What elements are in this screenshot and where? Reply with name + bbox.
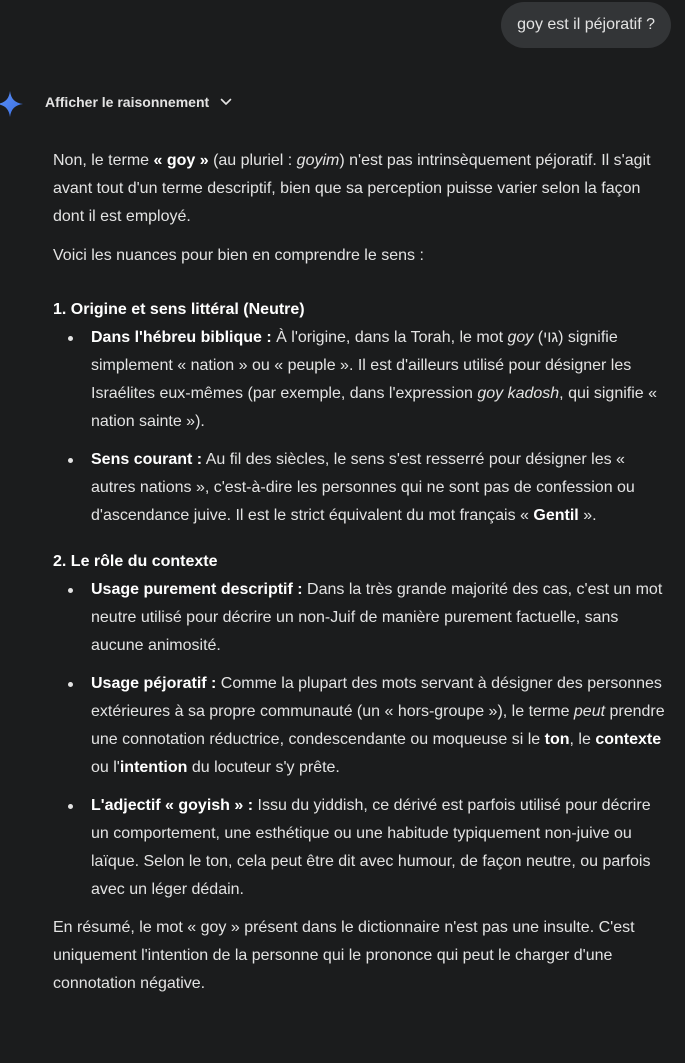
user-message-text: goy est il péjoratif ? bbox=[517, 16, 655, 33]
origin-list bbox=[53, 324, 665, 530]
list-item: Usage péjoratif : Comme la plupart des mots servant à désigner des personnes extérieures à sa propre communauté (un « hors-groupe »), le terme peut prendre une connotation réductrice, condescendante ou moqueuse si le ton, le contexte ou l'intention du locuteur s'y prête. bbox=[53, 670, 665, 782]
list-item: Sens courant : Au fil des siècles, le sens s'est resserré pour désigner les « autres nations », c'est-à-dire les personnes qui ne sont pas de confession ou d'ascendance juive. Il est le strict équivalent du mot français « Gentil ». bbox=[53, 446, 665, 530]
lead-paragraph: Voici les nuances pour bien en comprendre le sens : bbox=[53, 247, 424, 264]
show-reasoning-toggle[interactable] bbox=[45, 94, 233, 110]
chevron-down-icon bbox=[219, 95, 233, 109]
section-heading-context: 2. Le rôle du contexte bbox=[53, 553, 218, 570]
list-item: Dans l'hébreu biblique : À l'origine, dans la Torah, le mot goy (גוי) signifie simplement « nation » ou « peuple ». Il est d'ailleurs utilisé pour désigner les Israélites eux-mêmes (par exemple, dans l'expression goy kadosh, qui signifie « nation sainte »). bbox=[53, 324, 665, 436]
assistant-answer bbox=[53, 147, 665, 998]
user-message-bubble bbox=[501, 2, 671, 48]
list-item: L'adjectif « goyish » : Issu du yiddish, ce dérivé est parfois utilisé pour décrire un comportement, une esthétique ou une habitude typiquement non-juive ou laïque. Selon le ton, cela peut être dit avec humour, de façon neutre, ou parfois avec un léger dédain. bbox=[53, 792, 665, 904]
section-heading-origin: 1. Origine et sens littéral (Neutre) bbox=[53, 301, 305, 318]
show-reasoning-label: Afficher le raisonnement bbox=[45, 94, 210, 110]
context-list bbox=[53, 576, 665, 904]
list-item: Usage purement descriptif : Dans la très grande majorité des cas, c'est un mot neutre utilisé pour décrire un non-Juif de manière purement factuelle, sans aucune animosité. bbox=[53, 576, 665, 660]
summary-paragraph: En résumé, le mot « goy » présent dans le dictionnaire n'est pas une insulte. C'est uniquement l'intention de la personne qui le prononce qui peut le charger d'une connotation négative. bbox=[53, 919, 635, 992]
gemini-sparkle-icon bbox=[0, 91, 23, 117]
intro-paragraph: Non, le terme « goy » (au pluriel : goyim) n'est pas intrinsèquement péjoratif. Il s'agit avant tout d'un terme descriptif, bien que sa perception puisse varier selon la façon dont il est employé. bbox=[53, 152, 651, 225]
